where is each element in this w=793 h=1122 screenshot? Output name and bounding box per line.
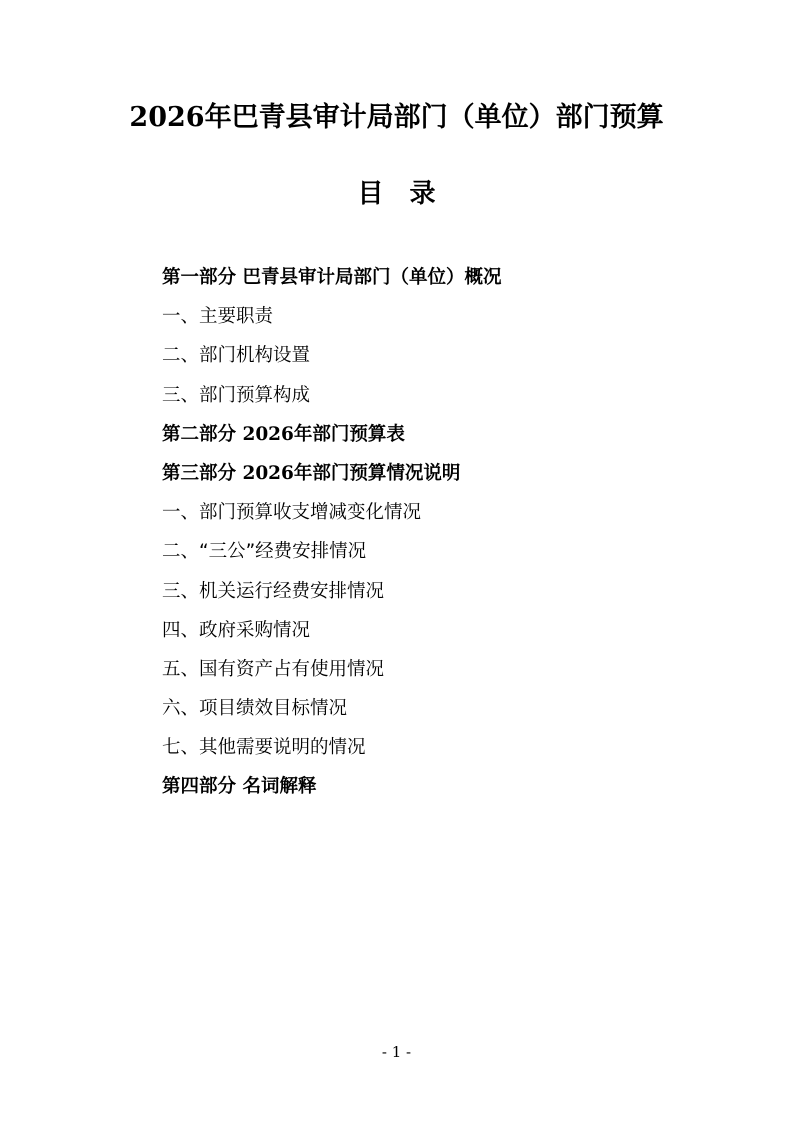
toc-part-2: 第二部分 2026年部门预算表 bbox=[162, 423, 405, 445]
toc-part-4: 第四部分 名词解释 bbox=[162, 776, 317, 798]
table-of-contents bbox=[162, 258, 501, 807]
toc-item-main-duties: 一、主要职责 bbox=[162, 306, 274, 328]
document-title: 2026年巴青县审计局部门（单位）部门预算 bbox=[129, 102, 664, 133]
toc-part-3: 第三部分 2026年部门预算情况说明 bbox=[162, 462, 461, 484]
toc-item-org-setup: 二、部门机构设置 bbox=[162, 345, 311, 367]
toc-item-performance-goals: 六、项目绩效目标情况 bbox=[162, 698, 348, 720]
toc-item-government-procurement: 四、政府采购情况 bbox=[162, 619, 311, 641]
toc-item-budget-changes: 一、部门预算收支增减变化情况 bbox=[162, 502, 422, 524]
toc-item-operating-expenses: 三、机关运行经费安排情况 bbox=[162, 580, 385, 602]
toc-item-state-assets: 五、国有资产占有使用情况 bbox=[162, 658, 385, 680]
toc-item-three-public-expenses: 二、“三公”经费安排情况 bbox=[162, 541, 367, 563]
toc-part-1: 第一部分 巴青县审计局部门（单位）概况 bbox=[162, 267, 502, 288]
page-number: - 1 - bbox=[381, 1043, 412, 1061]
toc-item-budget-composition: 三、部门预算构成 bbox=[162, 384, 311, 406]
toc-item-other-notes: 七、其他需要说明的情况 bbox=[162, 737, 366, 759]
toc-heading: 目 录 bbox=[357, 179, 436, 209]
